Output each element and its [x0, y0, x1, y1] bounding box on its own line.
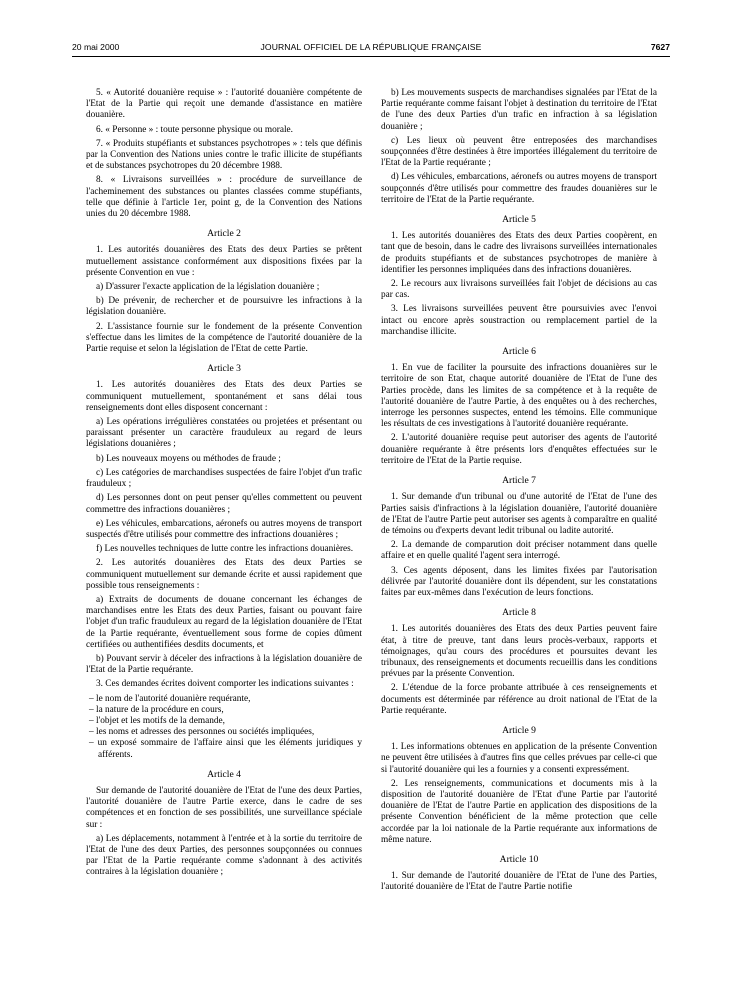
paragraph: 2. L'autorité douanière requise peut autoriser des agents de l'autorité douanière requérante à être présents lors d'enquêtes effectuées sur le territoire de l'Etat de la Partie requise. — [381, 433, 657, 466]
article-heading: Article 7 — [502, 475, 536, 487]
paragraph: 1. Sur demande de l'autorité douanière de l'Etat de l'une des Parties, l'autorité douanière de l'Etat de l'autre Partie notifie — [381, 871, 657, 893]
paragraph: 1. Les autorités douanières des Etats des deux Parties peuvent faire état, à titre de preuve, tant dans leurs procès-verbaux, rapports et témoignages, qu'au cours des procédures et poursuites devant les tribunaux, des renseignements et documents recueillis dans les conditions prévues par la présente Convention. — [381, 624, 657, 680]
paragraph: b) Les mouvements suspects de marchandises signalées par l'Etat de la Partie requérante comme faisant l'objet à destination du territoire de l'Etat de l'une des deux Parties d'un trafic en infraction à sa législation douanière ; — [381, 88, 657, 132]
paragraph: 1. En vue de faciliter la poursuite des infractions douanières sur le territoire de son Etat, chaque autorité douanière de l'Etat de l'une des Parties procède, dans les limites de sa compétence et à la requête de l'autorité douanière de l'autre Partie, à des enquêtes ou à des recherches, interroge les personnes suspectes, entend les témoins. Elle communique les résultats de ces investigations à l'autorité douanière requérante. — [381, 363, 657, 430]
paragraph: a) Les opérations irrégulières constatées ou projetées et présentant ou paraissant présenter un caractère frauduleux au regard de leurs législations douanières ; — [86, 417, 362, 450]
paragraph: f) Les nouvelles techniques de lutte contre les infractions douanières. — [96, 544, 354, 555]
paragraph: 2. La demande de comparution doit préciser notamment dans quelle affaire et en quelle qualité l'agent sera interrogé. — [381, 540, 657, 562]
paragraph: 6. « Personne » : toute personne physique ou morale. — [96, 124, 294, 135]
journal-title: JOURNAL OFFICIEL DE LA RÉPUBLIQUE FRANÇAISE — [260, 42, 482, 52]
paragraph: 2. Les autorités douanières des Etats des deux Parties se communiquent mutuellement sur demande écrite et aussi rapidement que possible tous renseignements : — [86, 558, 362, 591]
paragraph: 1. Les informations obtenues en application de la présente Convention ne peuvent être utilisées à d'autres fins que celles prévues par celle-ci que si l'autorité douanière qui les a fournies y a consenti expressément. — [381, 742, 657, 775]
article-heading: Article 6 — [502, 346, 536, 358]
paragraph: c) Les lieux où peuvent être entreposées des marchandises soupçonnées d'être destinées à être importées illégalement du territoire de l'Etat de la Partie requérante ; — [381, 135, 657, 169]
paragraph: 8. « Livraisons surveillées » : procédure de surveillance de l'acheminement des substances ou plantes classées comme stupéfiants, telle que définie à l'article 1er, point g, de la Convention des Nations unies du 20 décembre 1988. — [86, 175, 362, 220]
article-heading: Article 8 — [502, 607, 536, 619]
paragraph: a) Les déplacements, notamment à l'entrée et à la sortie du territoire de l'Etat de l'une des deux Parties, des personnes soupçonnées ou connues par l'Etat de la Partie requérante comme s'adonnant à des activités contraires à la législation douanière ; — [86, 833, 362, 878]
paragraph: 2. Les renseignements, communications et documents mis à la disposition de l'autorité douanière de l'Etat d'une Partie par l'autorité douanière de l'Etat de l'autre Partie en application des dispositions de la présente Convention bénéficient de la même protection que celle accordée par la loi nationale de la Partie requérante aux informations de même nature. — [381, 778, 657, 845]
paragraph: 3. Ces agents déposent, dans les limites fixées par l'autorisation délivrée par l'autorité douanière dont ils dépendent, sur les constatations faites par eux-mêmes dans l'exécution de leurs fonctions. — [381, 565, 657, 598]
right-column — [381, 88, 657, 897]
paragraph: a) Extraits de documents de douane concernant les échanges de marchandises entre les Etats des deux Parties, faisant ou pouvant faire l'objet d'un trafic frauduleux au regard de la législation douanière de l'Etat de la Partie requérante, éventuellement sous forme de copies dûment certifiées ou authentifiées desdits documents, et — [86, 594, 362, 650]
paragraph: d) Les véhicules, embarcations, aéronefs ou autres moyens de transport soupçonnés d'être utilisés pour commettre des fraudes douanières sur le territoire de l'Etat de la Partie requérante. — [381, 172, 657, 205]
list-item: – le nom de l'autorité douanière requérante, — [86, 694, 362, 705]
paragraph: b) Pouvant servir à déceler des infractions à la législation douanière de l'Etat de la Partie requérante. — [86, 653, 362, 676]
list-item: – les noms et adresses des personnes ou sociétés impliquées, — [86, 727, 362, 738]
dash-list — [86, 694, 362, 761]
article-heading: Article 4 — [207, 768, 241, 780]
paragraph: 5. « Autorité douanière requise » : l'autorité douanière compétente de l'Etat de la Partie qui reçoit une demande d'assistance en matière douanière. — [86, 88, 362, 121]
paragraph: 3. Les livraisons surveillées peuvent être poursuivies avec l'envoi intact ou encore après soustraction ou remplacement partiel de la marchandise illicite. — [381, 304, 657, 337]
list-item: – un exposé sommaire de l'affaire ainsi que les éléments juridiques y afférents. — [86, 738, 362, 760]
page-number: 7627 — [650, 42, 670, 52]
article-heading: Article 9 — [502, 724, 536, 736]
paragraph: c) Les catégories de marchandises suspectées de faire l'objet d'un trafic frauduleux ; — [86, 467, 362, 490]
paragraph: b) De prévenir, de rechercher et de poursuivre les infractions à la législation douanière. — [86, 296, 362, 318]
list-item: – la nature de la procédure en cours, — [86, 705, 362, 716]
page-header — [72, 42, 670, 56]
paragraph: 3. Ces demandes écrites doivent comporter les indications suivantes : — [96, 679, 354, 690]
article-heading: Article 3 — [207, 363, 241, 375]
header-rule — [72, 56, 670, 57]
paragraph: 2. Le recours aux livraisons surveillées fait l'objet de décisions au cas par cas. — [381, 279, 657, 301]
paragraph: 1. Les autorités douanières des Etats des deux Parties coopèrent, en tant que de besoin, dans le cadre des livraisons surveillées internationales de produits stupéfiants et de substances psychotropes de manière à identifier les personnes impliquées dans des infractions douanières. — [381, 231, 657, 275]
paragraph: d) Les personnes dont on peut penser qu'elles commettent ou peuvent commettre des infractions douanières ; — [86, 493, 362, 515]
paragraph: 2. L'étendue de la force probante attribuée à ces renseignements et documents est déterminée par référence au droit national de l'Etat de la Partie requérante. — [381, 683, 657, 716]
issue-date: 20 mai 2000 — [72, 42, 120, 52]
article-heading: Article 2 — [207, 228, 241, 240]
paragraph: Sur demande de l'autorité douanière de l'Etat de l'une des deux Parties, l'autorité douanière de l'autre Partie exerce, dans le cadre de ses compétences et en fonction de ses possibilités, une surveillance spéciale sur : — [86, 785, 362, 830]
left-column — [86, 88, 362, 882]
paragraph: a) D'assurer l'exacte application de la législation douanière ; — [96, 282, 320, 293]
paragraph: b) Les nouveaux moyens ou méthodes de fraude ; — [96, 453, 281, 464]
article-heading: Article 5 — [502, 214, 536, 226]
paragraph: 1. Les autorités douanières des Etats des deux Parties se prêtent mutuellement assistance conformément aux dispositions fixées par la présente Convention en vue : — [86, 245, 362, 278]
paragraph: e) Les véhicules, embarcations, aéronefs ou autres moyens de transport suspectés d'être utilisés pour commettre des infractions douanières ; — [86, 518, 362, 540]
paragraph: 1. Sur demande d'un tribunal ou d'une autorité de l'Etat de l'une des Parties saisis d'infractions à la législation douanière, l'autorité douanière de l'Etat de l'autre Partie peut autoriser ses agents à comparaître en qualité de témoins ou d'experts devant ledit tribunal ou ladite autorité. — [381, 492, 657, 536]
paragraph: 7. « Produits stupéfiants et substances psychotropes » : tels que définis par la Convention des Nations unies contre le trafic illicite de stupéfiants et de substances psychotropes du 20 décembre 1988. — [86, 138, 362, 172]
article-heading: Article 10 — [499, 853, 539, 865]
paragraph: 1. Les autorités douanières des Etats des deux Parties se communiquent mutuellement, spontanément et sans délai tous renseignements dont elles disposent concernant : — [86, 380, 362, 413]
paragraph: 2. L'assistance fournie sur le fondement de la présente Convention s'effectue dans les limites de la compétence de l'autorité douanière de la Partie requise et selon la législation de l'Etat de cette Partie. — [86, 321, 362, 355]
list-item: – l'objet et les motifs de la demande, — [86, 716, 362, 727]
